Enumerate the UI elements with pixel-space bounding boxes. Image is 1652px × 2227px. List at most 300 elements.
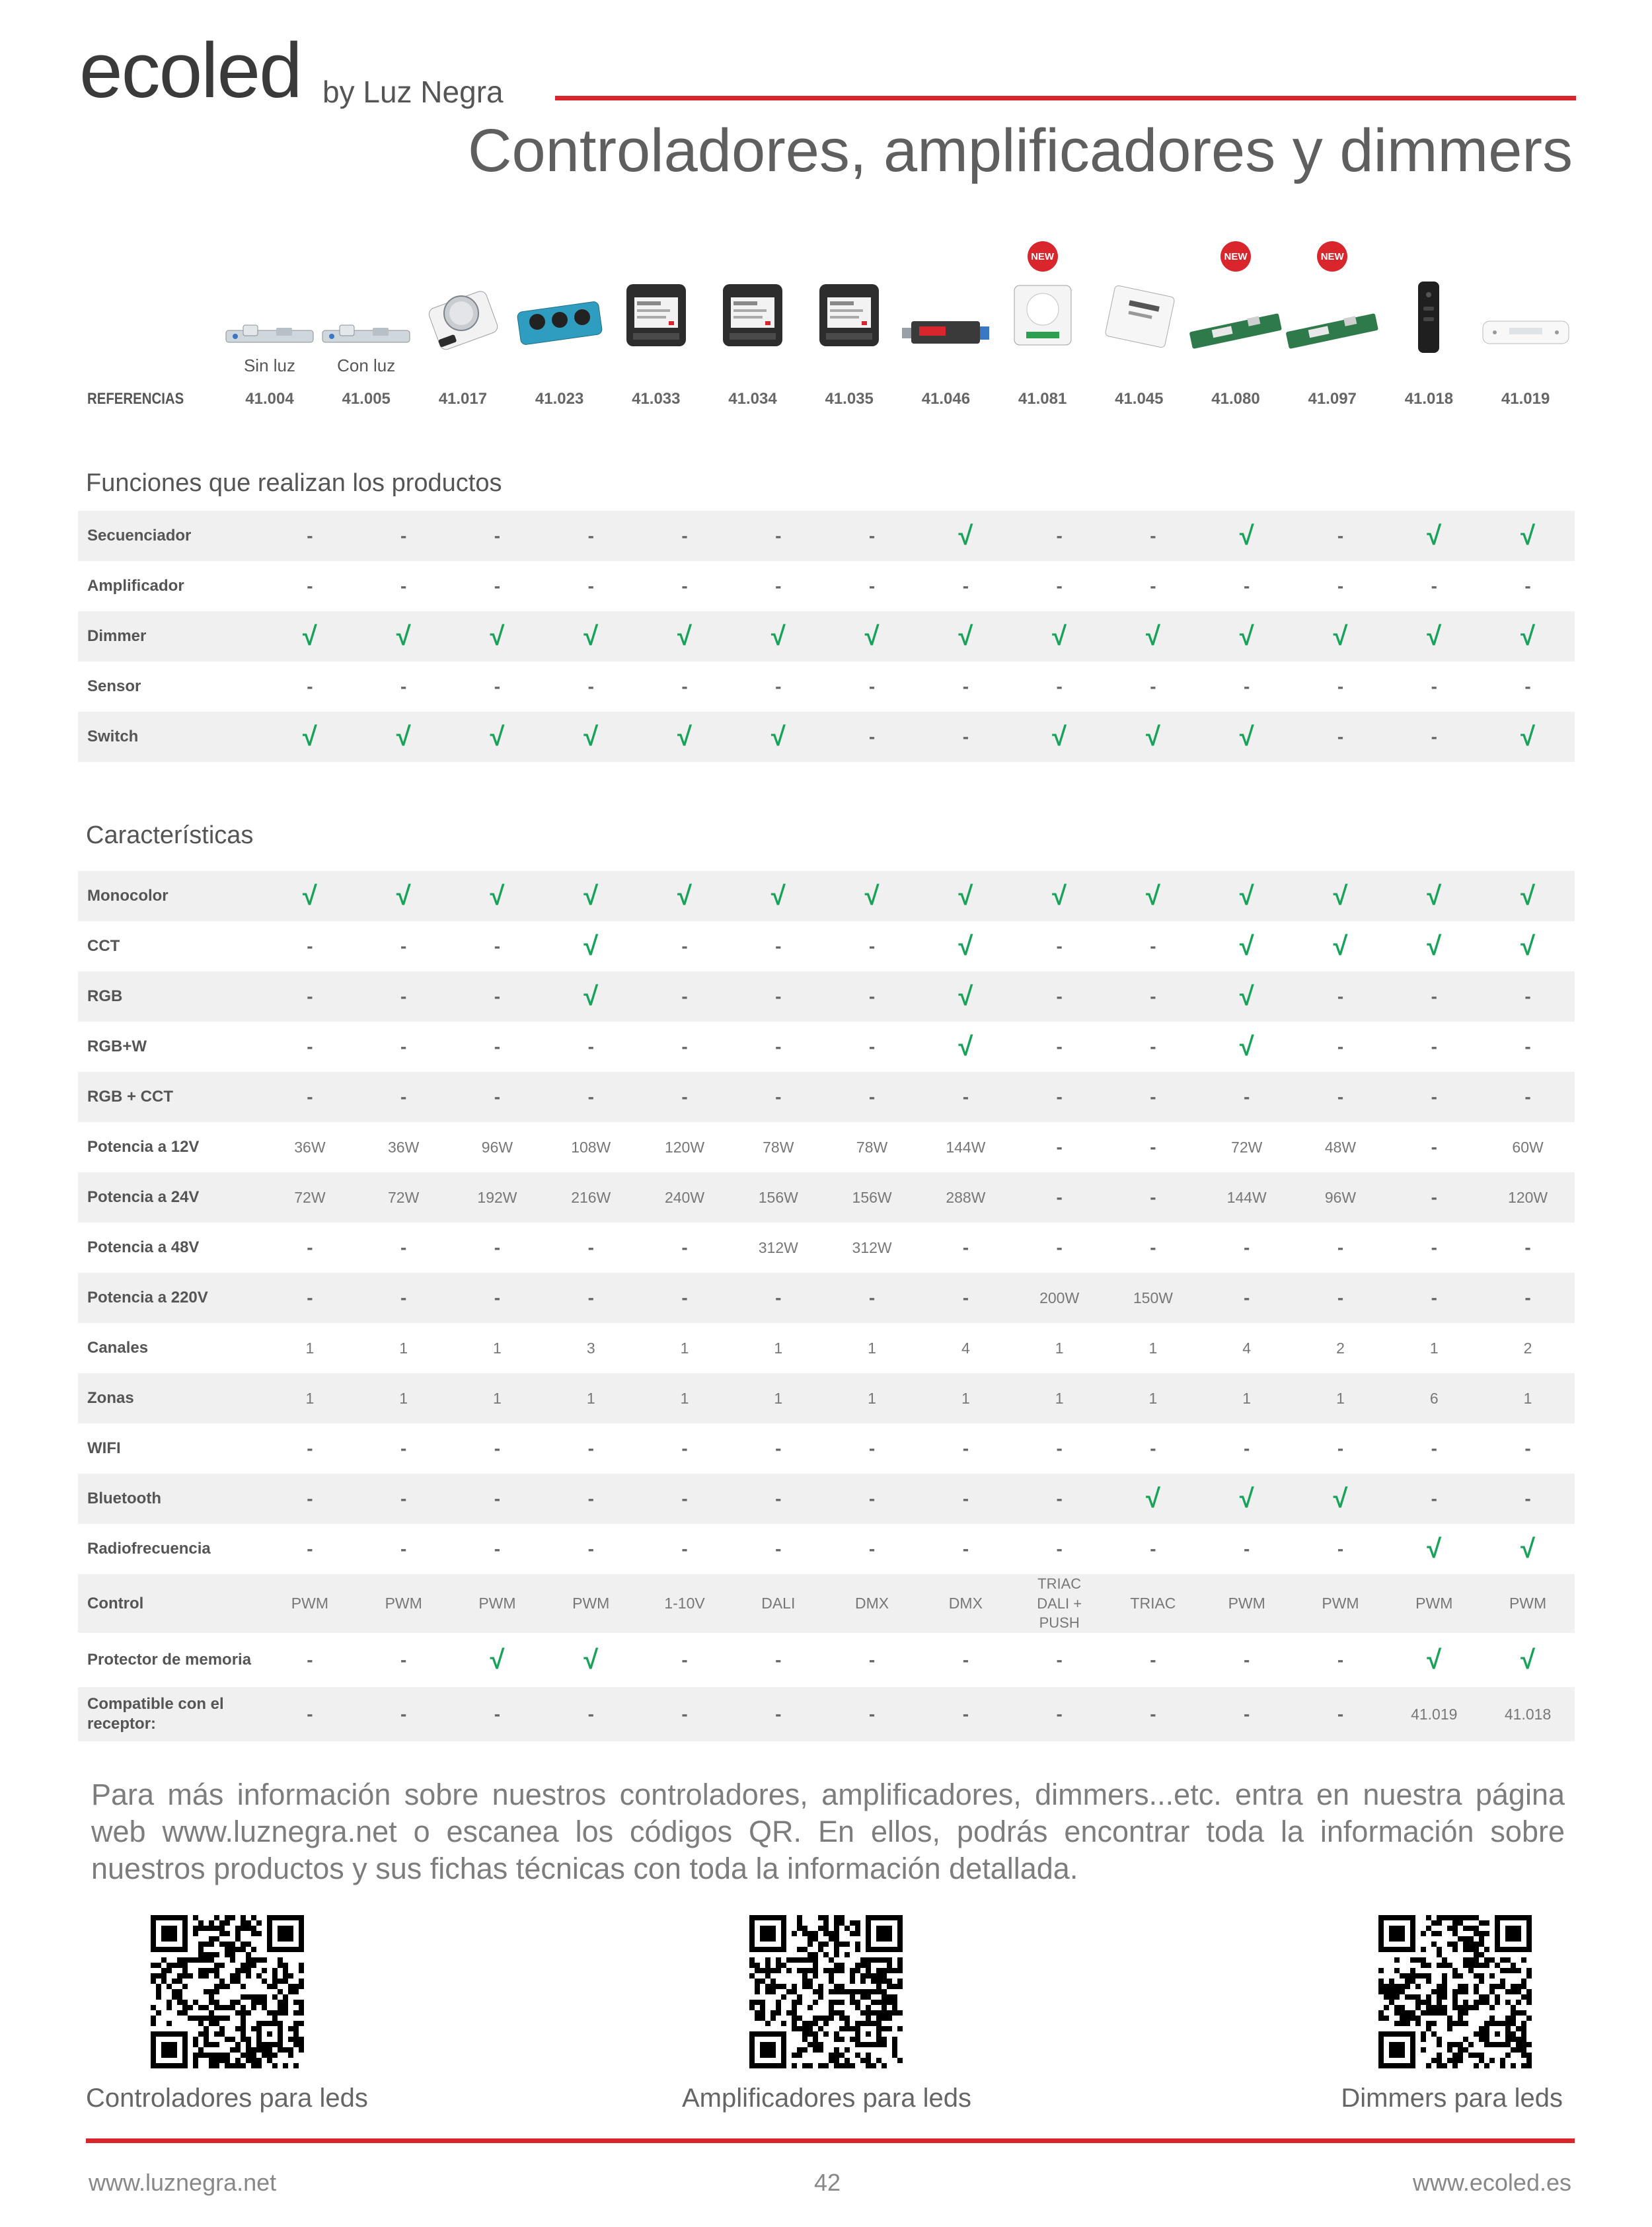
dash-mark: - (868, 1036, 876, 1057)
dash-mark: - (1431, 676, 1437, 697)
table-row (78, 1022, 1575, 1072)
cell-value: 1 (1148, 1339, 1158, 1357)
row-label: Sensor (87, 677, 141, 695)
table-cell (263, 611, 357, 661)
product-41.046 (897, 278, 994, 377)
check-mark: √ (583, 932, 599, 961)
table-cell (919, 712, 1012, 762)
dash-mark: - (868, 1704, 876, 1725)
table-cell (544, 1172, 638, 1223)
table-cell (825, 1223, 919, 1273)
cell-value: 36W (388, 1138, 420, 1156)
new-badge: NEW (1028, 241, 1058, 272)
dash-mark: - (1337, 1086, 1344, 1107)
table-cell (919, 1223, 1012, 1273)
table-cell (451, 971, 544, 1022)
table-cell (1012, 661, 1106, 712)
table-cell (732, 1574, 825, 1633)
row-label: WIFI (87, 1439, 121, 1457)
table-cell (638, 1072, 732, 1122)
table-cell (451, 712, 544, 762)
table-cell (451, 1022, 544, 1072)
dash-mark: - (307, 1036, 313, 1057)
footer-link-ecoled[interactable]: www.ecoled.es (1412, 2169, 1571, 2196)
dash-mark: - (307, 936, 313, 956)
table-cell (1481, 1633, 1575, 1687)
reference-code: 41.081 (1018, 390, 1067, 408)
cell-value: 216W (571, 1188, 611, 1206)
features-section-title: Características (86, 821, 254, 849)
table-row (78, 1323, 1575, 1373)
table-cell (919, 561, 1012, 611)
dash-mark: - (775, 986, 782, 1006)
cell-value: 1 (868, 1339, 876, 1357)
square-module-icon (1096, 279, 1182, 352)
table-cell (1481, 1072, 1575, 1122)
dmx-decoder-icon (899, 312, 992, 352)
table-cell (1106, 1574, 1200, 1633)
table-cell (638, 1423, 732, 1474)
table-row (78, 1122, 1575, 1172)
dash-mark: - (1524, 1086, 1531, 1107)
table-cell (263, 1022, 357, 1072)
table-cell (825, 1273, 919, 1323)
cell-value: PWM (478, 1595, 516, 1612)
table-cell (825, 561, 919, 611)
dash-mark: - (494, 1036, 501, 1057)
table-cell (1481, 1574, 1575, 1633)
table-cell (1106, 1072, 1200, 1122)
dash-mark: - (400, 1036, 407, 1057)
dash-mark: - (587, 576, 594, 596)
table-cell (1294, 871, 1388, 921)
table-cell (357, 1022, 451, 1072)
reference-code: 41.004 (245, 390, 294, 408)
dash-mark: - (1431, 1187, 1437, 1207)
cell-value: 96W (481, 1138, 513, 1156)
table-cell (1200, 712, 1294, 762)
dash-mark: - (307, 576, 313, 596)
check-mark: √ (1052, 722, 1067, 751)
table-cell (1012, 921, 1106, 971)
dash-mark: - (1056, 576, 1063, 596)
check-mark: √ (302, 882, 317, 911)
reference-code: 41.019 (1501, 390, 1550, 408)
row-label: Compatible con el receptor: (78, 1687, 263, 1741)
table-cell (825, 1122, 919, 1172)
dash-mark: - (681, 1488, 688, 1509)
table-cell (1294, 971, 1388, 1022)
table-cell (263, 1524, 357, 1574)
table-cell (638, 1524, 732, 1574)
table-cell (638, 1633, 732, 1687)
qr-code-amplificadores[interactable] (749, 1915, 903, 2068)
row-label: Canales (87, 1339, 149, 1357)
table-cell (638, 1172, 732, 1223)
round-module-icon (1006, 279, 1079, 352)
pcb-controller-icon (1283, 312, 1382, 352)
dash-mark: - (681, 1086, 688, 1107)
table-cell (1481, 1223, 1575, 1273)
dash-mark: - (494, 1488, 501, 1509)
table-row (78, 1223, 1575, 1273)
table-cell (1294, 1633, 1388, 1687)
dash-mark: - (1056, 1649, 1063, 1671)
table-cell (638, 971, 732, 1022)
table-cell (919, 661, 1012, 712)
dash-mark: - (1056, 1237, 1063, 1258)
dash-mark: - (494, 986, 501, 1006)
table-cell (1294, 1323, 1388, 1373)
table-cell (1200, 561, 1294, 611)
dash-mark: - (1337, 1438, 1344, 1458)
dash-mark: - (494, 1538, 501, 1559)
dash-mark: - (1244, 1649, 1250, 1671)
product-41.019 (1478, 278, 1574, 377)
dash-mark: - (587, 525, 594, 546)
dash-mark: - (962, 1287, 969, 1308)
dash-mark: - (1524, 676, 1531, 697)
check-mark: √ (770, 722, 786, 751)
table-cell (357, 1072, 451, 1122)
check-mark: √ (396, 722, 411, 751)
table-cell (544, 1273, 638, 1323)
cell-value: 108W (571, 1138, 611, 1156)
dash-mark: - (1431, 1086, 1437, 1107)
table-cell (1387, 1373, 1481, 1423)
dash-mark: - (1524, 986, 1531, 1006)
table-cell (357, 1373, 451, 1423)
table-cell (1106, 1524, 1200, 1574)
table-cell (1012, 1072, 1106, 1122)
table-cell (732, 1223, 825, 1273)
table-cell (638, 661, 732, 712)
dash-mark: - (494, 936, 501, 956)
dash-mark: - (775, 1538, 782, 1559)
dash-mark: - (962, 576, 969, 596)
dash-mark: - (494, 1704, 501, 1725)
row-label: RGB (78, 971, 263, 1022)
table-row (78, 1423, 1575, 1474)
table-cell (1200, 971, 1294, 1022)
table-cell (1387, 1273, 1481, 1323)
table-cell (1294, 1574, 1388, 1633)
table-cell (357, 1223, 451, 1273)
dash-mark: - (400, 1488, 407, 1509)
header-divider (555, 96, 1576, 100)
dash-mark: - (1056, 936, 1063, 956)
table-cell (544, 712, 638, 762)
dash-mark: - (587, 1086, 594, 1107)
dash-mark: - (400, 1538, 407, 1559)
receiver-box-icon (1476, 312, 1575, 352)
check-mark: √ (1333, 1484, 1348, 1513)
table-cell (263, 661, 357, 712)
dash-mark: - (307, 1538, 313, 1559)
reference-code: 41.034 (728, 390, 777, 408)
table-cell (1387, 1022, 1481, 1072)
dash-mark: - (400, 676, 407, 697)
functions-section-title: Funciones que realizan los productos (86, 469, 502, 497)
table-cell (1481, 661, 1575, 712)
table-row (78, 1172, 1575, 1223)
dash-mark: - (1150, 1704, 1156, 1725)
dash-mark: - (307, 1438, 313, 1458)
table-cell (1387, 1072, 1481, 1122)
table-cell (1200, 1273, 1294, 1323)
check-mark: √ (302, 722, 317, 751)
table-cell (1481, 712, 1575, 762)
cell-value: 2 (1336, 1339, 1345, 1357)
check-mark: √ (1239, 982, 1254, 1011)
table-cell (919, 1072, 1012, 1122)
table-cell (638, 1474, 732, 1524)
table-cell (1294, 1524, 1388, 1574)
table-cell (1200, 921, 1294, 971)
table-cell (919, 1633, 1012, 1687)
table-cell (825, 871, 919, 921)
check-mark: √ (1239, 622, 1254, 651)
cell-value: 4 (1242, 1339, 1252, 1357)
cell-value: 312W (758, 1238, 798, 1256)
check-mark: √ (583, 1645, 599, 1675)
table-cell (919, 1574, 1012, 1633)
table-cell (544, 1474, 638, 1524)
footer-divider (86, 2138, 1575, 2143)
cell-value: 1 (1055, 1339, 1064, 1357)
dash-mark: - (1337, 1538, 1344, 1559)
table-cell (263, 1323, 357, 1373)
reference-code: 41.046 (921, 390, 971, 408)
table-cell (919, 1373, 1012, 1423)
table-cell (1387, 511, 1481, 561)
table-cell (1200, 1633, 1294, 1687)
product-41.023 (511, 278, 608, 377)
cell-value: 288W (946, 1188, 986, 1206)
table-cell (544, 1022, 638, 1072)
check-mark: √ (1521, 1534, 1536, 1564)
dash-mark: - (307, 1704, 313, 1725)
table-cell (1200, 1223, 1294, 1273)
table-cell (1012, 1423, 1106, 1474)
dash-mark: - (1150, 1438, 1156, 1458)
table-cell (544, 1072, 638, 1122)
check-mark: √ (1239, 932, 1254, 961)
cell-value: 2 (1523, 1339, 1532, 1357)
table-cell (919, 1172, 1012, 1223)
table-cell (357, 661, 451, 712)
table-cell (638, 1273, 732, 1323)
check-mark: √ (1239, 1032, 1254, 1061)
check-mark: √ (1333, 932, 1348, 961)
table-cell (1294, 1687, 1388, 1741)
table-cell (1294, 611, 1388, 661)
table-row (78, 1273, 1575, 1323)
table-cell (1200, 1022, 1294, 1072)
table-cell (1481, 871, 1575, 921)
reference-code: 41.097 (1308, 390, 1357, 408)
row-label: Secuenciador (78, 511, 263, 561)
module-box-icon (813, 279, 885, 352)
check-mark: √ (1427, 1645, 1442, 1675)
cell-value: 1 (961, 1389, 970, 1407)
dash-mark: - (494, 1086, 501, 1107)
table-cell (1387, 1687, 1481, 1741)
table-cell (1200, 1474, 1294, 1524)
table-cell (732, 511, 825, 561)
cell-value: 1-10V (664, 1595, 705, 1612)
cell-value: 1 (680, 1389, 689, 1407)
table-cell (1200, 1574, 1294, 1633)
check-mark: √ (770, 622, 786, 651)
dash-mark: - (1150, 1086, 1156, 1107)
table-cell (451, 1524, 544, 1574)
table-cell (1012, 712, 1106, 762)
dash-mark: - (587, 676, 594, 697)
table-cell (1294, 1022, 1388, 1072)
table-cell (357, 712, 451, 762)
table-cell (451, 1633, 544, 1687)
page-title: Controladores, amplificadores y dimmers (468, 117, 1573, 184)
check-mark: √ (958, 1032, 973, 1061)
check-mark: √ (1052, 882, 1067, 911)
check-mark: √ (864, 882, 880, 911)
cell-value: 1 (586, 1389, 595, 1407)
table-cell (1294, 1172, 1388, 1223)
dash-mark: - (681, 576, 688, 596)
cell-value: 72W (294, 1188, 326, 1206)
brand-subtitle: by Luz Negra (322, 75, 504, 109)
table-cell (1200, 1122, 1294, 1172)
table-cell (1106, 1474, 1200, 1524)
dash-mark: - (868, 1538, 876, 1559)
table-cell (357, 561, 451, 611)
dash-mark: - (587, 1488, 594, 1509)
dash-mark: - (1056, 1488, 1063, 1509)
module-box-icon (716, 279, 789, 352)
table-cell (544, 1633, 638, 1687)
dash-mark: - (307, 1649, 313, 1671)
check-mark: √ (302, 622, 317, 651)
page-number: 42 (814, 2169, 841, 2196)
dash-mark: - (868, 1438, 876, 1458)
dash-mark: - (1244, 1287, 1250, 1308)
dash-mark: - (775, 676, 782, 697)
dash-mark: - (681, 986, 688, 1006)
dash-mark: - (775, 1036, 782, 1057)
table-cell (451, 561, 544, 611)
table-row (78, 871, 1575, 921)
row-label: Potencia a 12V (87, 1138, 200, 1156)
dash-mark: - (962, 1237, 969, 1258)
strip-controller-icon (223, 319, 316, 352)
table-cell (1387, 1423, 1481, 1474)
table-cell (1012, 1273, 1106, 1323)
table-cell (357, 971, 451, 1022)
table-cell (1200, 1423, 1294, 1474)
table-cell (919, 1122, 1012, 1172)
dash-mark: - (1150, 1538, 1156, 1559)
table-cell (1106, 1122, 1200, 1172)
dash-mark: - (1524, 1287, 1531, 1308)
table-cell (451, 1423, 544, 1474)
check-mark: √ (1521, 521, 1536, 550)
dash-mark: - (1056, 676, 1063, 697)
table-cell (825, 1072, 919, 1122)
table-cell (1294, 661, 1388, 712)
table-cell (1200, 1072, 1294, 1122)
dash-mark: - (1337, 1036, 1344, 1057)
dash-mark: - (775, 1649, 782, 1671)
cell-value: DALI (761, 1595, 796, 1612)
cell-value: 48W (1324, 1138, 1357, 1156)
check-mark: √ (677, 882, 692, 911)
check-mark: √ (583, 882, 599, 911)
table-cell (638, 1223, 732, 1273)
dash-mark: - (587, 1237, 594, 1258)
check-mark: √ (1333, 882, 1348, 911)
dash-mark: - (1056, 986, 1063, 1006)
dash-mark: - (1150, 1237, 1156, 1258)
table-cell (825, 611, 919, 661)
table-cell (919, 611, 1012, 661)
dash-mark: - (1524, 1237, 1531, 1258)
product-41.045 (1091, 278, 1187, 377)
check-mark: √ (1521, 1645, 1536, 1675)
table-row (78, 1687, 1575, 1741)
row-label: Control (78, 1574, 263, 1633)
dash-mark: - (1150, 1649, 1156, 1671)
dash-mark: - (1056, 1137, 1063, 1157)
table-cell (825, 1524, 919, 1574)
table-cell (451, 511, 544, 561)
dash-mark: - (587, 1538, 594, 1559)
table-cell (1481, 1323, 1575, 1373)
cell-value: 60W (1512, 1138, 1544, 1156)
table-cell (1294, 561, 1388, 611)
table-cell (638, 1323, 732, 1373)
check-mark: √ (677, 722, 692, 751)
table-row (78, 1373, 1575, 1423)
table-cell (732, 712, 825, 762)
table-cell (1012, 511, 1106, 561)
cell-value: 1 (305, 1389, 315, 1407)
dash-mark: - (868, 1488, 876, 1509)
dash-mark: - (494, 1237, 501, 1258)
dash-mark: - (1056, 1538, 1063, 1559)
check-mark: √ (1239, 521, 1254, 550)
table-cell (1106, 561, 1200, 611)
table-cell (1481, 1524, 1575, 1574)
table-cell (1481, 1022, 1575, 1072)
check-mark: √ (1145, 1484, 1160, 1513)
table-cell (825, 1323, 919, 1373)
product-41.081 (995, 278, 1091, 377)
dash-mark: - (1337, 986, 1344, 1006)
qr-code-dimmers[interactable] (1378, 1915, 1532, 2068)
dash-mark: - (681, 1649, 688, 1671)
table-cell (732, 1524, 825, 1574)
table-cell (825, 661, 919, 712)
check-mark: √ (958, 982, 973, 1011)
table-row (78, 611, 1575, 661)
qr-code-controladores[interactable] (151, 1915, 304, 2068)
table-cell (1200, 1687, 1294, 1741)
dash-mark: - (1244, 1086, 1250, 1107)
footer-link-luznegra[interactable]: www.luznegra.net (89, 2169, 277, 2196)
dash-mark: - (1150, 676, 1156, 697)
table-cell (544, 1122, 638, 1172)
